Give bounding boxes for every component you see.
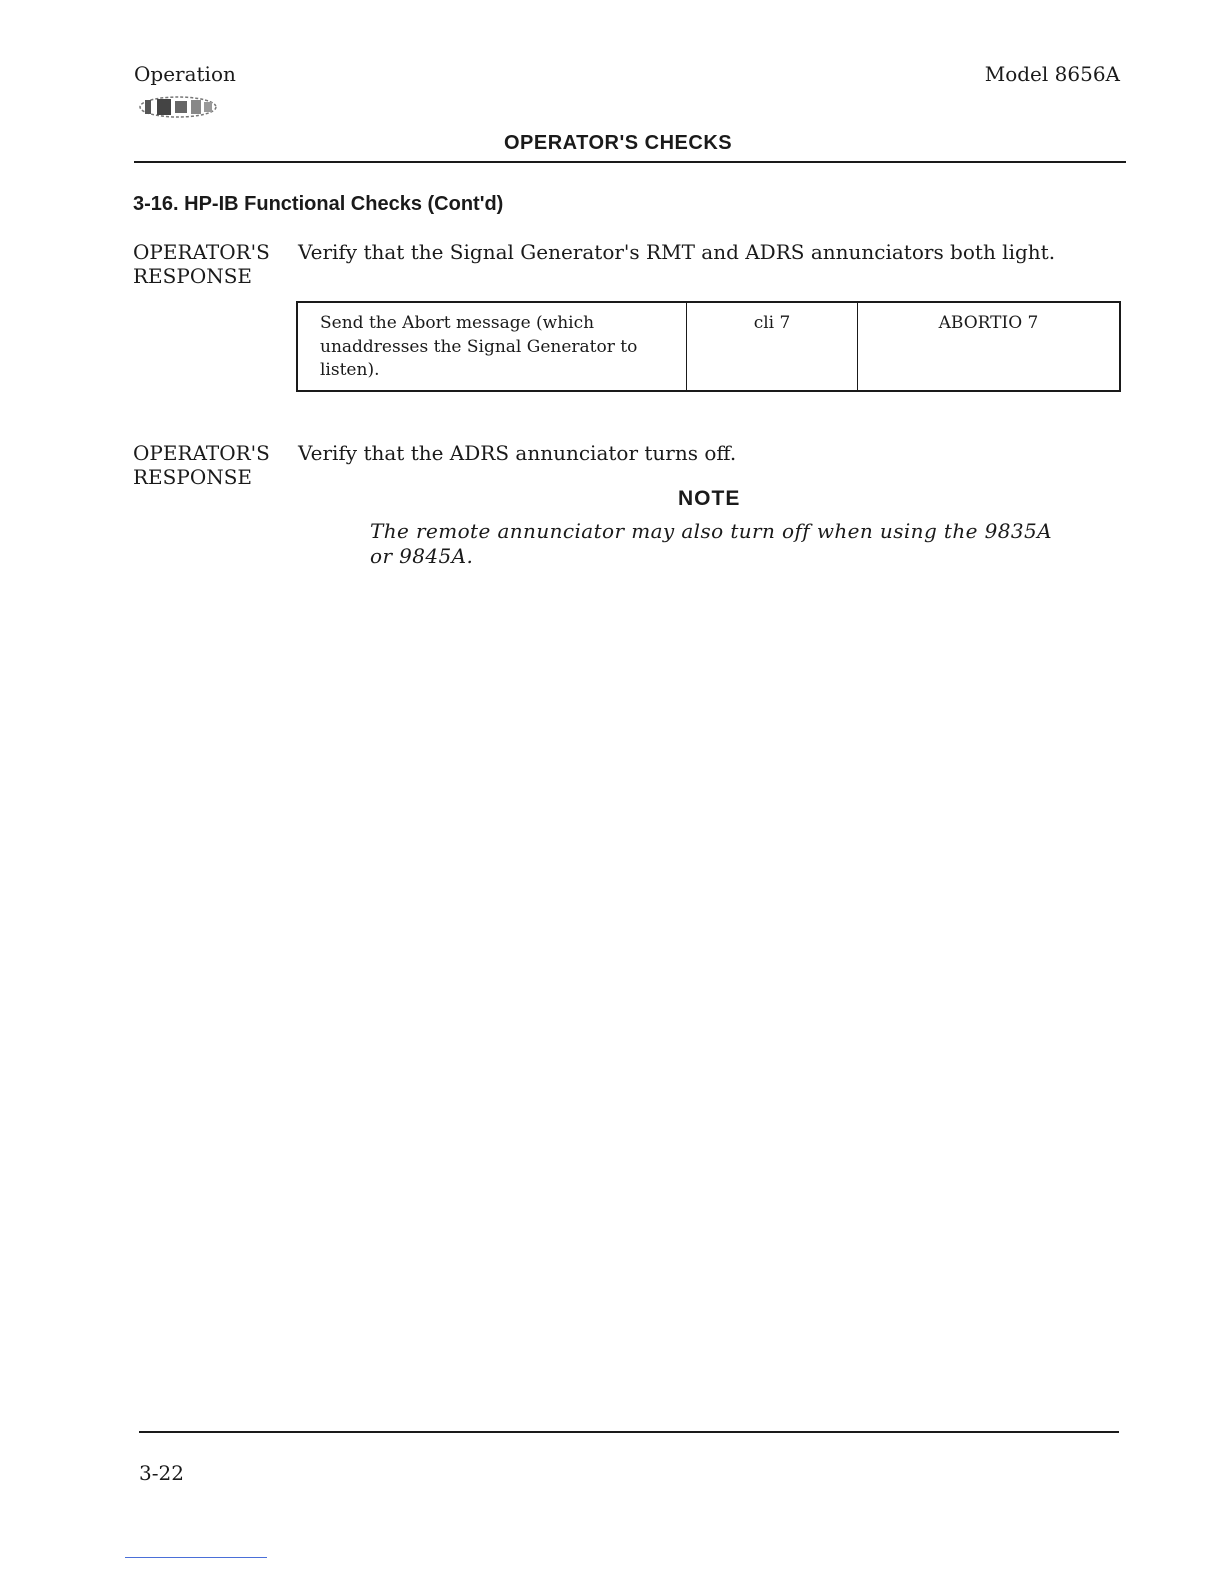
bottom-divider [139,1431,1119,1433]
table-row [297,302,1120,391]
hp-logo-icon [137,95,219,124]
operator-response-text: Verify that the ADRS annunciator turns off. [298,441,737,465]
description-line: Send the Abort message (which [320,313,595,333]
section-title: OPERATOR'S CHECKS [504,132,733,154]
operator-response-label [133,240,270,288]
description-line: listen). [320,360,380,380]
top-divider [134,161,1126,163]
bottom-edge-line [125,1557,267,1558]
note-text: The remote annunciator may also turn off when using the 9835A or 9845A. [370,519,1052,568]
page-number: 3-22 [139,1461,184,1485]
response-label-line2: RESPONSE [133,264,253,288]
header-model-number: Model 8656A [984,62,1120,86]
response-label-line2: RESPONSE [133,465,253,489]
header-section-name: Operation [134,62,236,86]
command-table [296,301,1121,392]
description-line: unaddresses the Signal Generator to [320,336,638,357]
paragraph-heading: 3-16. HP-IB Functional Checks (Cont'd) [133,193,504,215]
operator-response-label [133,441,270,489]
operator-response-text: Verify that the Signal Generator's RMT and ADRS annunciators both light. [298,240,1056,264]
command-9825-cell: cli 7 [687,302,858,391]
response-label-line1: OPERATOR'S [133,240,270,264]
note-title: NOTE [678,487,741,510]
command-9835-cell: ABORTIO 7 [858,302,1121,391]
command-description-cell [297,302,687,391]
response-label-line1: OPERATOR'S [133,441,270,465]
